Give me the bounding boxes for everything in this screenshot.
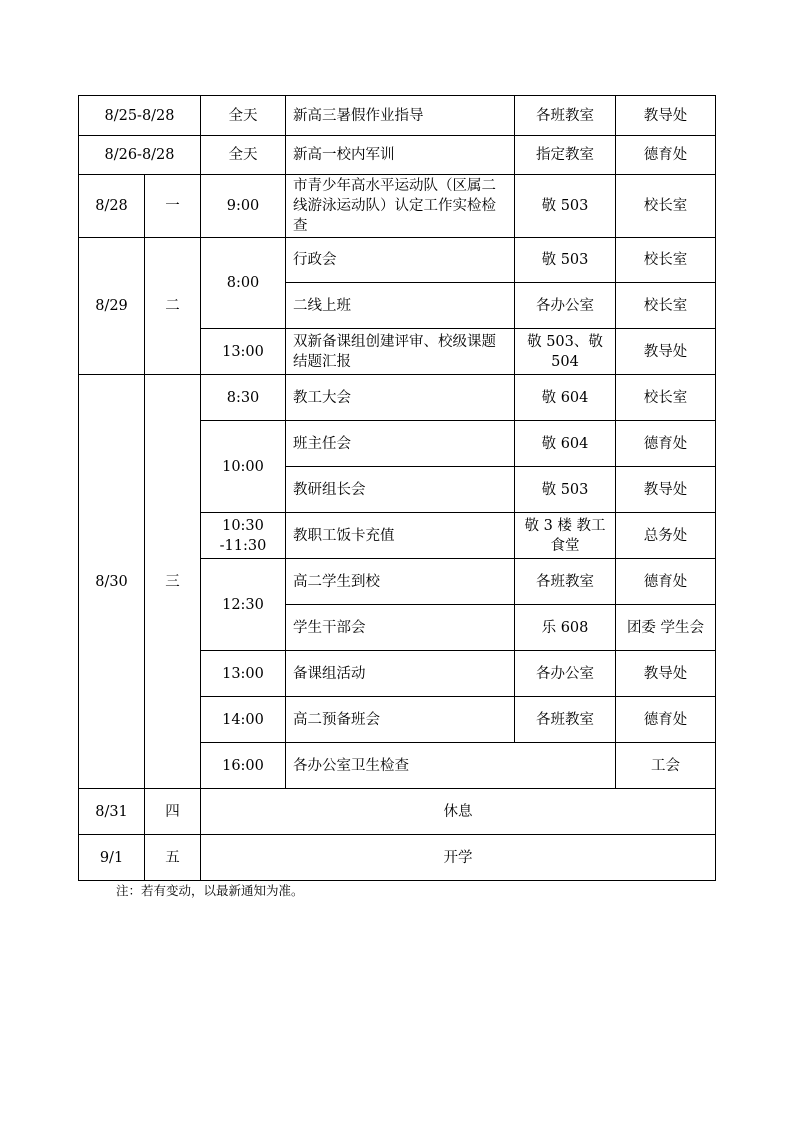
department-cell: 校长室 bbox=[616, 175, 716, 238]
weekday-cell: 四 bbox=[145, 789, 201, 835]
weekday-cell: 一 bbox=[145, 175, 201, 238]
time-cell: 10:30 -11:30 bbox=[201, 513, 286, 559]
table-row bbox=[79, 789, 716, 835]
footnote: 注：若有变动，以最新通知为准。 bbox=[116, 883, 304, 898]
department-cell: 校长室 bbox=[616, 283, 716, 329]
location-cell: 各办公室 bbox=[515, 283, 616, 329]
date-cell: 9/1 bbox=[79, 835, 145, 881]
weekday-cell: 二 bbox=[145, 238, 201, 375]
weekday-cell: 五 bbox=[145, 835, 201, 881]
event-cell: 备课组活动 bbox=[286, 651, 515, 697]
location-cell: 乐 608 bbox=[515, 605, 616, 651]
department-cell: 校长室 bbox=[616, 238, 716, 283]
department-cell: 总务处 bbox=[616, 513, 716, 559]
department-cell: 教导处 bbox=[616, 96, 716, 136]
time-cell: 全天 bbox=[201, 96, 286, 136]
time-cell: 8:00 bbox=[201, 238, 286, 329]
location-cell: 各办公室 bbox=[515, 651, 616, 697]
department-cell: 教导处 bbox=[616, 467, 716, 513]
schedule-table bbox=[78, 95, 716, 881]
time-cell: 全天 bbox=[201, 136, 286, 175]
event-cell: 教职工饭卡充值 bbox=[286, 513, 515, 559]
department-cell: 德育处 bbox=[616, 559, 716, 605]
department-cell: 校长室 bbox=[616, 375, 716, 421]
department-cell: 工会 bbox=[616, 743, 716, 789]
location-cell: 敬 3 楼 教工食堂 bbox=[515, 513, 616, 559]
date-cell: 8/29 bbox=[79, 238, 145, 375]
location-cell: 敬 503 bbox=[515, 238, 616, 283]
department-cell: 德育处 bbox=[616, 697, 716, 743]
table-row bbox=[79, 136, 716, 175]
event-cell: 教研组长会 bbox=[286, 467, 515, 513]
table-row bbox=[79, 375, 716, 421]
event-cell: 教工大会 bbox=[286, 375, 515, 421]
note-cell: 休息 bbox=[201, 789, 716, 835]
time-cell: 8:30 bbox=[201, 375, 286, 421]
event-cell: 行政会 bbox=[286, 238, 515, 283]
location-cell: 敬 604 bbox=[515, 421, 616, 467]
date-cell: 8/31 bbox=[79, 789, 145, 835]
department-cell: 德育处 bbox=[616, 136, 716, 175]
event-cell: 新高三暑假作业指导 bbox=[286, 96, 515, 136]
event-cell: 班主任会 bbox=[286, 421, 515, 467]
event-cell: 双新备课组创建评审、校级课题结题汇报 bbox=[286, 329, 515, 375]
department-cell: 教导处 bbox=[616, 329, 716, 375]
location-cell: 各班教室 bbox=[515, 559, 616, 605]
location-cell: 敬 503 bbox=[515, 467, 616, 513]
event-cell: 学生干部会 bbox=[286, 605, 515, 651]
table-row bbox=[79, 96, 716, 136]
department-cell: 教导处 bbox=[616, 651, 716, 697]
location-cell: 敬 503 bbox=[515, 175, 616, 238]
time-cell: 13:00 bbox=[201, 329, 286, 375]
department-cell: 德育处 bbox=[616, 421, 716, 467]
time-cell: 9:00 bbox=[201, 175, 286, 238]
department-cell: 团委 学生会 bbox=[616, 605, 716, 651]
time-cell: 14:00 bbox=[201, 697, 286, 743]
event-cell: 市青少年高水平运动队（区属二线游泳运动队）认定工作实检检查 bbox=[286, 175, 515, 238]
event-cell: 二线上班 bbox=[286, 283, 515, 329]
weekday-cell: 三 bbox=[145, 375, 201, 789]
date-cell: 8/26-8/28 bbox=[79, 136, 201, 175]
date-cell: 8/30 bbox=[79, 375, 145, 789]
time-cell: 13:00 bbox=[201, 651, 286, 697]
time-cell: 16:00 bbox=[201, 743, 286, 789]
location-cell: 各班教室 bbox=[515, 96, 616, 136]
location-cell: 指定教室 bbox=[515, 136, 616, 175]
date-cell: 8/25-8/28 bbox=[79, 96, 201, 136]
event-cell: 各办公室卫生检查 bbox=[286, 743, 616, 789]
note-cell: 开学 bbox=[201, 835, 716, 881]
date-cell: 8/28 bbox=[79, 175, 145, 238]
table-row bbox=[79, 175, 716, 238]
table-row bbox=[79, 238, 716, 283]
location-cell: 敬 503、敬 504 bbox=[515, 329, 616, 375]
time-cell: 12:30 bbox=[201, 559, 286, 651]
event-cell: 新高一校内军训 bbox=[286, 136, 515, 175]
event-cell: 高二预备班会 bbox=[286, 697, 515, 743]
event-cell: 高二学生到校 bbox=[286, 559, 515, 605]
time-cell: 10:00 bbox=[201, 421, 286, 513]
location-cell: 各班教室 bbox=[515, 697, 616, 743]
table-row bbox=[79, 835, 716, 881]
location-cell: 敬 604 bbox=[515, 375, 616, 421]
